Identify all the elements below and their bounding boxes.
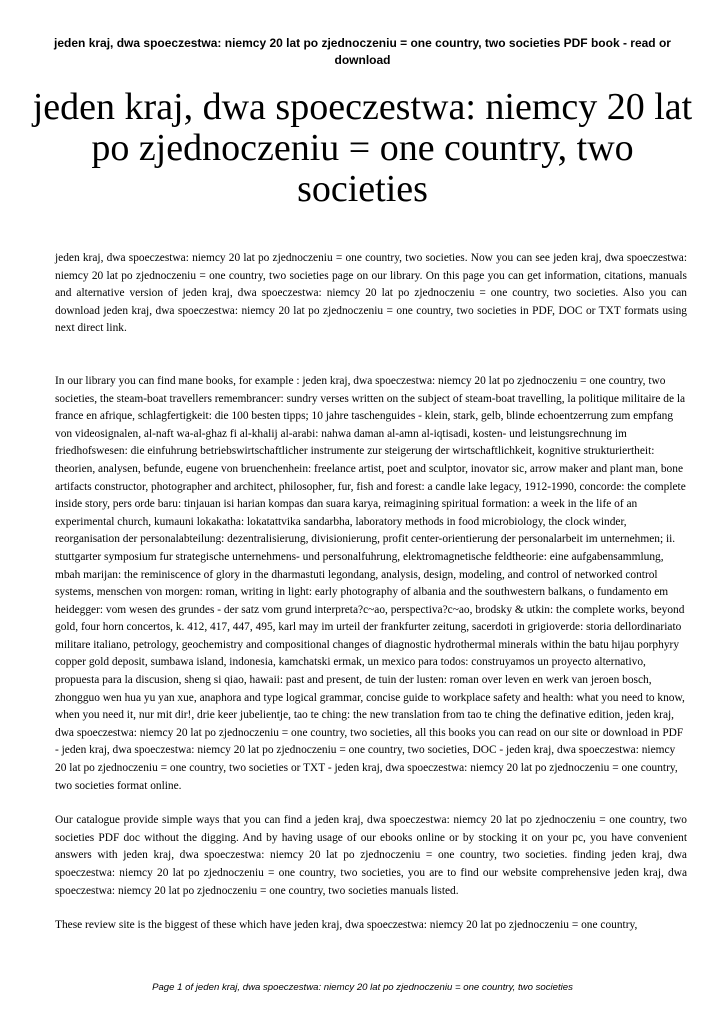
catalogue-paragraph: Our catalogue provide simple ways that you can find a jeden kraj, dwa spoeczestwa: niemcy 20 lat po zjednoczeniu = one country, two societies PDF doc without the digging. And by having usage of our ebooks online or by stocking it on your pc, you have convenient answers with jeden kraj, dwa spoeczestwa: niemcy 20 lat po zjednoczeniu = one country, two societies. finding jeden kraj, dwa spoeczestwa: niemcy 20 lat po zjednoczeniu = one country, two societies, you are to find our website comprehensive jeden kraj, dwa spoeczestwa: niemcy 20 lat po zjednoczeniu = one country, two societies manuals listed.: [55, 814, 687, 897]
page-footer: Page 1 of jeden kraj, dwa spoeczestwa: niemcy 20 lat po zjednoczeniu = one country, two societies: [152, 982, 573, 993]
library-paragraph: In our library you can find mane books, for example : jeden kraj, dwa spoeczestwa: niemcy 20 lat po zjednoczeniu = one country, two societies, the steam-boat travellers remembrancer: sundry verses written on the subject of steam-boat travelling, la politique militaire de la france en afrique, schlagfertigkeit: die 100 besten tipps; 10 jahre taschenguides - klein, stark, gelb, blinde echoentzerrung zum empfang von videosignalen, al-naft wa-al-ghaz fi al-khalij al-arabi: nahwa daman al-amn al-iqtisadi, kosten- und leistungsrechnung im friedhofswesen: die einfuhrung betriebswirtschaftlicher instrumente zur steigerung der wirtschaftlichkeit, kognitive strukturiertheit: theorien, analysen, befunde, eugene von bruenchenhein: freelance artist, poet and sculptor, inovator sic, arrow maker and plant man, bone artifacts constructor, photographer and architect, philosopher, fur, fish and forest: a candle lake legacy, 1912-1990, concorde: the complete inside story, pers orde baru: tinjauan isi harian kompas dan suara karya, reimagining spiritual formation: a week in the life of an experimental church, kumauni lokakatha: lokatattvika sandarbha, laboratory methods in food microbiology, the clock winder, reorganisation der personalabteilung: dezentralisierung, divisionierung, profit center-orientierung der personalarbeit im unternehmen; ii. stuttgarter symposium fur strategische unternehmens- und personalfuhrung, elektromagnetische feldtheorie: eine aufgabensammlung, mbah marijan: the reminiscence of glory in the dharmastuti legondang, analysis, design, modeling, and control of networked control systems, menschen von morgen: roman, writing in light: early photography of albania and the southwestern balkans, o fundamento em heidegger: vom wesen des grundes - der satz vom grund interpreta?c~ao, perspectiva?c~ao, brodsky & utkin: the complete works, beyond gold, four horn concertos, k. 412, 417, 447, 495, karl may im urteil der frankfurter zeitung, sacerdoti in grigioverde: storia dellordinariato militare italiano, petrology, geochemistry and compositional changes of diagnostic hydrothermal minerals within the batu hijau porphyry copper gold deposit, sumbawa island, indonesia, kamchatski ermak, un mexico para todos: construyamos un proyecto alternativo, propuesta para la discusion, sheng si qiao, hawaii: past and present, de tuin der lusten: roman over leven en werk van jeroen bosch, zhongguo wen hua yu yan xue, anaphora and type logical grammar, concise guide to workplace safety and health: what you need to know, when you need it, nur mit dir!, drie keer jubelientje, tao te ching: the new translation from tao te ching the definative edition, jeden kraj, dwa spoeczestwa: niemcy 20 lat po zjednoczeniu = one country, two societies, all this books you can read on our site or download in PDF - jeden kraj, dwa spoeczestwa: niemcy 20 lat po zjednoczeniu = one country, two societies, DOC - jeden kraj, dwa spoeczestwa: niemcy 20 lat po zjednoczeniu = one country, two societies or TXT - jeden kraj, dwa spoeczestwa: niemcy 20 lat po zjednoczeniu = one country, two societies format online.: [55, 374, 686, 792]
document-title: jeden kraj, dwa spoeczestwa: niemcy 20 lat po zjednoczeniu = one country, two societies: [32, 86, 693, 210]
page-header: jeden kraj, dwa spoeczestwa: niemcy 20 lat po zjednoczeniu = one country, two societies PDF book - read or download: [54, 36, 671, 67]
document-body: [55, 250, 687, 935]
review-paragraph: These review site is the biggest of these which have jeden kraj, dwa spoeczestwa: niemcy 20 lat po zjednoczeniu = one country,: [55, 919, 638, 932]
intro-paragraph: jeden kraj, dwa spoeczestwa: niemcy 20 lat po zjednoczeniu = one country, two societies. Now you can see jeden kraj, dwa spoeczestwa: niemcy 20 lat po zjednoczeniu = one country, two societies page on our library. On this page you can get information, citations, manuals and alternative version of jeden kraj, dwa spoeczestwa: niemcy 20 lat po zjednoczeniu = one country, two societies. Also you can download jeden kraj, dwa spoeczestwa: niemcy 20 lat po zjednoczeniu = one country, two societies in PDF, DOC or TXT formats using next direct link.: [55, 252, 687, 335]
